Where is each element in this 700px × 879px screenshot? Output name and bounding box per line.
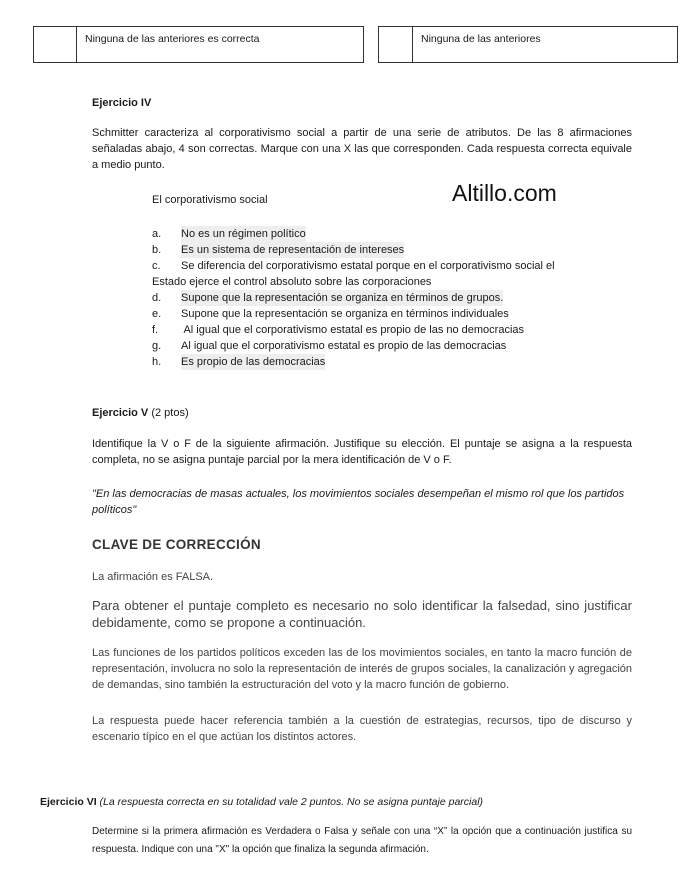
option-text: Ninguna de las anteriores <box>421 33 541 45</box>
correction-explanation: Las funciones de los partidos políticos exceden las de los movimientos sociales, en tanto la macro función de representación, involucra no solo la representación de interés de grupos sociales, la canalización y agregación de demandas, sino también la estructuración del voto y la macro función de gobierno. <box>92 647 632 691</box>
list-item: d. Supone que la representación se organiza en términos de grupos. <box>152 292 504 304</box>
option-text: Supone que la representación se organiza en términos de grupos. <box>181 292 504 304</box>
exercise-6-note: (La respuesta correcta en su totalidad vale 2 puntos. No se asigna puntaje parcial) <box>99 796 484 808</box>
list-item: h. Es propio de las democracias <box>152 356 326 368</box>
list-item: a. No es un régimen político <box>152 228 306 240</box>
option-text: Se diferencia del corporativismo estatal porque en el corporativismo social el <box>181 260 555 272</box>
exercise-4-title: Ejercicio IV <box>92 97 152 109</box>
list-item: f. Al igual que el corporativismo estatal es propio de las no democracias <box>152 324 525 336</box>
exercise-5-instructions: Identifique la V o F de la siguiente afirmación. Justifique su elección. El puntaje se asigna a la respuesta completa, no se asigna puntaje parcial por la mera identificación de V o F. <box>92 438 632 466</box>
option-text: Es un sistema de representación de intereses <box>181 244 405 256</box>
correction-note: Para obtener el puntaje completo es necesario no solo identificar la falsedad, sino justificar debidamente, como se propone a continuación. <box>92 598 632 630</box>
exercise-5-points: (2 ptos) <box>148 407 189 419</box>
answer-table-right <box>378 26 678 63</box>
option-text: Es propio de las democracias <box>181 356 326 368</box>
list-item: e. Supone que la representación se organiza en términos individuales <box>152 308 509 320</box>
exercise-4-subtitle: El corporativismo social <box>152 194 268 206</box>
exercise-5-statement: "En las democracias de masas actuales, los movimientos sociales desempeñan el mismo rol que los partidos políticos" <box>92 488 625 516</box>
list-item: c. Se diferencia del corporativismo estatal porque en el corporativismo social el <box>152 260 555 272</box>
list-item: g. Al igual que el corporativismo estatal es propio de las democracias <box>152 340 507 352</box>
correction-extra: La respuesta puede hacer referencia también a la cuestión de estrategias, recursos, tipo de discurso y escenario típico en el que actúan los distintos actores. <box>92 715 632 743</box>
checkbox-cell <box>379 27 413 62</box>
option-text: Ninguna de las anteriores es correcta <box>85 33 260 45</box>
watermark: Altillo.com <box>452 180 557 206</box>
exercise-6-title: Ejercicio VI (La respuesta correcta en su totalidad vale 2 puntos. No se asigna puntaje parcial) <box>40 796 484 808</box>
options-list <box>152 226 632 370</box>
option-continuation: Estado ejerce el control absoluto sobre las corporaciones <box>152 276 432 288</box>
exercise-6-instructions: Determine si la primera afirmación es Verdadera o Falsa y señale con una “X” la opción que a continuación justifica su respuesta. Indique con una "X" la opción que finaliza la segunda afirmación. <box>92 826 632 855</box>
option-text: Al igual que el corporativismo estatal es propio de las no democracias <box>181 324 525 336</box>
checkbox-cell <box>34 27 77 62</box>
option-text: Supone que la representación se organiza en términos individuales <box>181 308 509 320</box>
exercise-5-title: Ejercicio V (2 ptos) <box>92 407 189 419</box>
correction-key-title: CLAVE DE CORRECCIÓN <box>92 537 261 552</box>
exercise-4-instructions: Schmitter caracteriza al corporativismo social a partir de una serie de atributos. De las 8 afirmaciones señaladas abajo, 4 son correctas. Marque con una X las que corresponden. Cada respuesta correcta equivale a medio punto. <box>92 127 632 171</box>
option-text: No es un régimen político <box>181 228 306 240</box>
correction-answer: La afirmación es FALSA. <box>92 571 214 583</box>
answer-table-left <box>33 26 364 63</box>
option-text: Al igual que el corporativismo estatal es propio de las democracias <box>181 340 507 352</box>
list-item: b. Es un sistema de representación de intereses <box>152 244 405 256</box>
